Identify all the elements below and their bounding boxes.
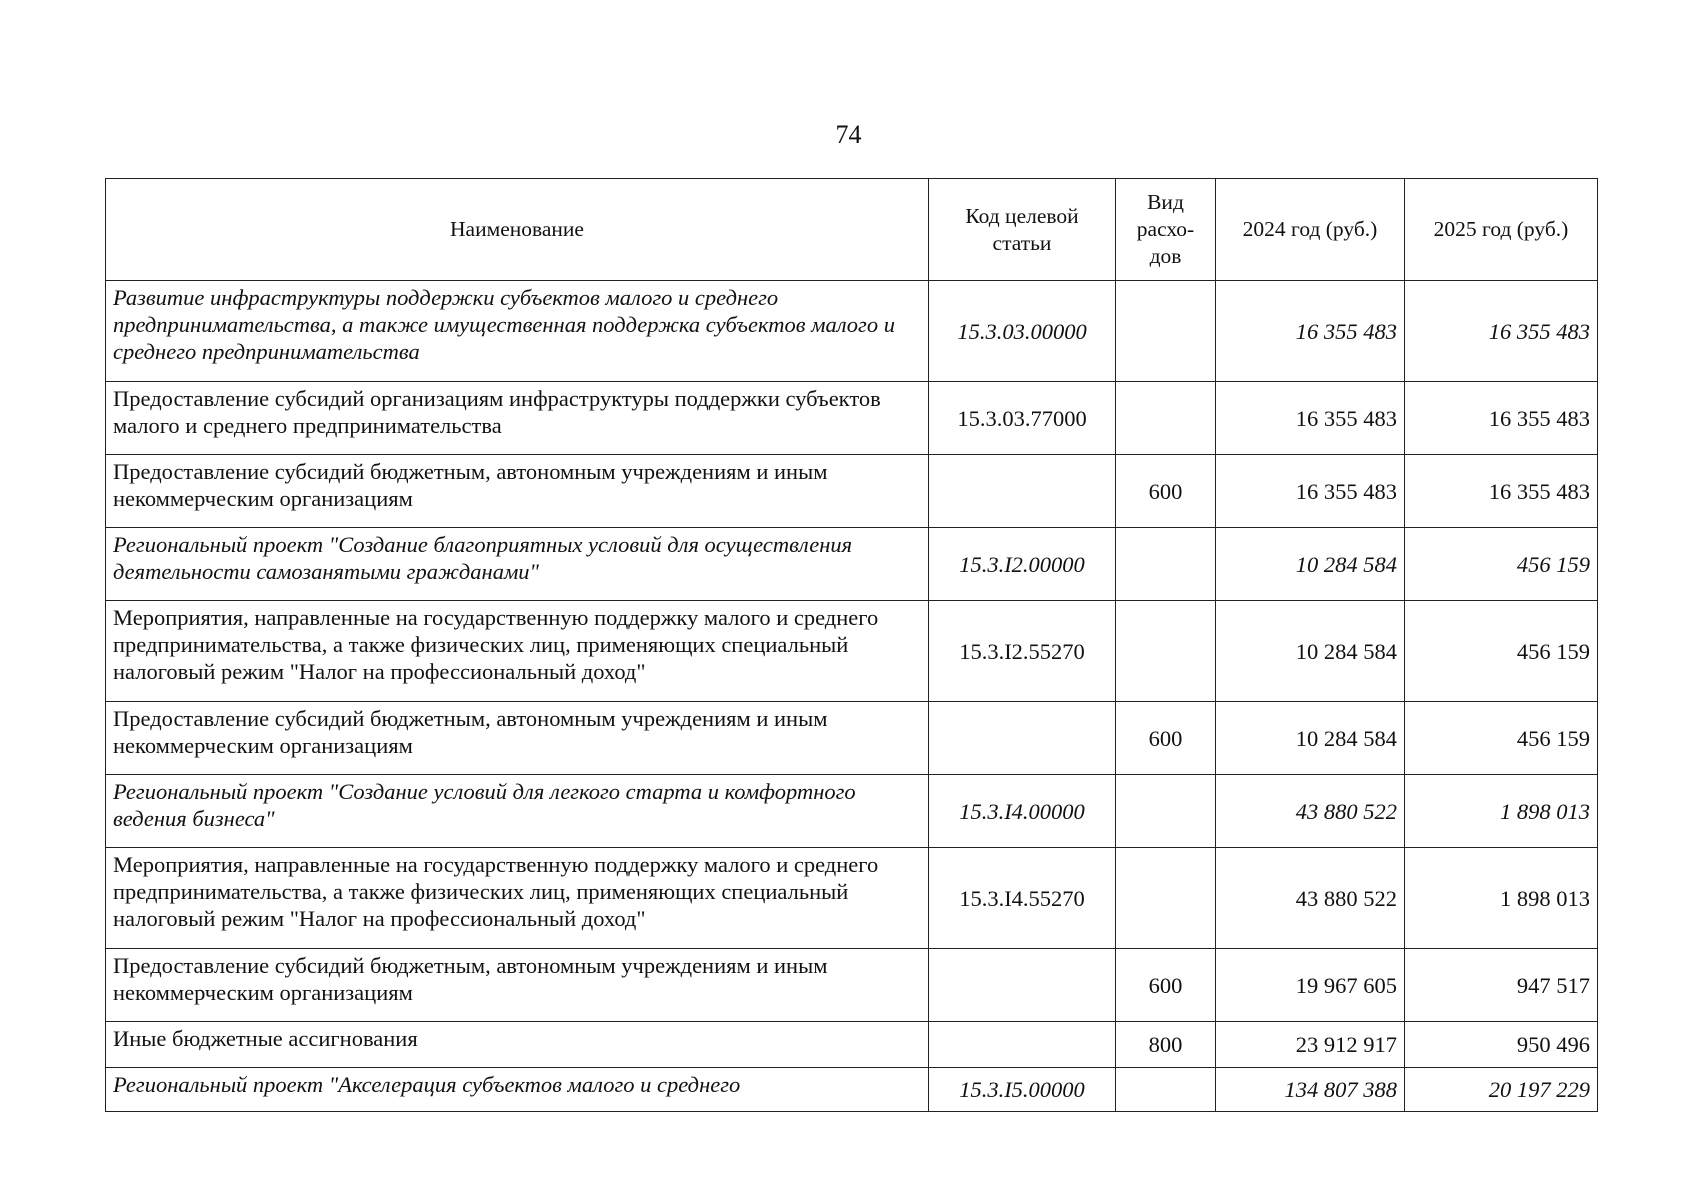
table-row (106, 848, 1598, 949)
row-2025: 1 898 013 (1405, 848, 1598, 949)
row-2025: 20 197 229 (1405, 1068, 1598, 1112)
header-type: Вид расхо-дов (1116, 179, 1216, 281)
row-2025: 456 159 (1405, 528, 1598, 601)
row-2024: 43 880 522 (1216, 848, 1405, 949)
row-code: 15.3.03.00000 (929, 281, 1116, 382)
row-2024: 23 912 917 (1216, 1022, 1405, 1068)
row-type: 600 (1116, 949, 1216, 1022)
row-code (929, 702, 1116, 775)
row-code: 15.3.I5.00000 (929, 1068, 1116, 1112)
table-row (106, 281, 1598, 382)
row-code (929, 949, 1116, 1022)
row-type (1116, 281, 1216, 382)
row-2025: 456 159 (1405, 601, 1598, 702)
row-2024: 16 355 483 (1216, 382, 1405, 455)
row-2024: 19 967 605 (1216, 949, 1405, 1022)
row-name: Предоставление субсидий организациям инфраструктуры поддержки субъектов малого и среднего предпринимательства (106, 382, 929, 455)
row-code: 15.3.I2.00000 (929, 528, 1116, 601)
row-name: Региональный проект "Создание благоприятных условий для осуществления деятельности самозанятыми гражданами" (106, 528, 929, 601)
table-header-row (106, 179, 1598, 281)
row-type (1116, 1068, 1216, 1112)
row-name: Региональный проект "Создание условий для легкого старта и комфортного ведения бизнеса" (106, 775, 929, 848)
header-code: Код целевой статьи (929, 179, 1116, 281)
row-type: 600 (1116, 455, 1216, 528)
row-type (1116, 848, 1216, 949)
table-row (106, 1022, 1598, 1068)
row-2025: 456 159 (1405, 702, 1598, 775)
row-2025: 947 517 (1405, 949, 1598, 1022)
row-2025: 16 355 483 (1405, 281, 1598, 382)
table-row (106, 775, 1598, 848)
table-row (106, 601, 1598, 702)
row-2024: 10 284 584 (1216, 601, 1405, 702)
row-2024: 43 880 522 (1216, 775, 1405, 848)
row-code: 15.3.I4.00000 (929, 775, 1116, 848)
row-code: 15.3.03.77000 (929, 382, 1116, 455)
row-code (929, 455, 1116, 528)
row-name: Мероприятия, направленные на государственную поддержку малого и среднего предпринимательства, а также физических лиц, применяющих специальный налоговый режим "Налог на профессиональный доход" (106, 601, 929, 702)
row-2025: 950 496 (1405, 1022, 1598, 1068)
row-type: 600 (1116, 702, 1216, 775)
row-2024: 16 355 483 (1216, 455, 1405, 528)
row-2024: 134 807 388 (1216, 1068, 1405, 1112)
row-name: Иные бюджетные ассигнования (106, 1022, 929, 1068)
table-row (106, 528, 1598, 601)
row-type (1116, 528, 1216, 601)
table-row (106, 1068, 1598, 1112)
row-2024: 16 355 483 (1216, 281, 1405, 382)
budget-table (105, 178, 1598, 1112)
row-name: Развитие инфраструктуры поддержки субъектов малого и среднего предпринимательства, а также имущественная поддержка субъектов малого и среднего предпринимательства (106, 281, 929, 382)
row-type (1116, 382, 1216, 455)
row-2024: 10 284 584 (1216, 702, 1405, 775)
table-row (106, 949, 1598, 1022)
row-code (929, 1022, 1116, 1068)
row-name: Предоставление субсидий бюджетным, автономным учреждениям и иным некоммерческим организациям (106, 949, 929, 1022)
row-2025: 16 355 483 (1405, 382, 1598, 455)
row-name: Предоставление субсидий бюджетным, автономным учреждениям и иным некоммерческим организациям (106, 455, 929, 528)
row-type (1116, 601, 1216, 702)
table-row (106, 455, 1598, 528)
row-name: Региональный проект "Акселерация субъектов малого и среднего (106, 1068, 929, 1112)
row-2025: 16 355 483 (1405, 455, 1598, 528)
table-row (106, 702, 1598, 775)
row-2024: 10 284 584 (1216, 528, 1405, 601)
row-2025: 1 898 013 (1405, 775, 1598, 848)
page-number: 74 (835, 120, 862, 149)
header-name: Наименование (106, 179, 929, 281)
header-2024: 2024 год (руб.) (1216, 179, 1405, 281)
row-type (1116, 775, 1216, 848)
row-name: Предоставление субсидий бюджетным, автономным учреждениям и иным некоммерческим организациям (106, 702, 929, 775)
row-name: Мероприятия, направленные на государственную поддержку малого и среднего предпринимательства, а также физических лиц, применяющих специальный налоговый режим "Налог на профессиональный доход" (106, 848, 929, 949)
row-code: 15.3.I4.55270 (929, 848, 1116, 949)
row-code: 15.3.I2.55270 (929, 601, 1116, 702)
table-row (106, 382, 1598, 455)
row-type: 800 (1116, 1022, 1216, 1068)
header-2025: 2025 год (руб.) (1405, 179, 1598, 281)
